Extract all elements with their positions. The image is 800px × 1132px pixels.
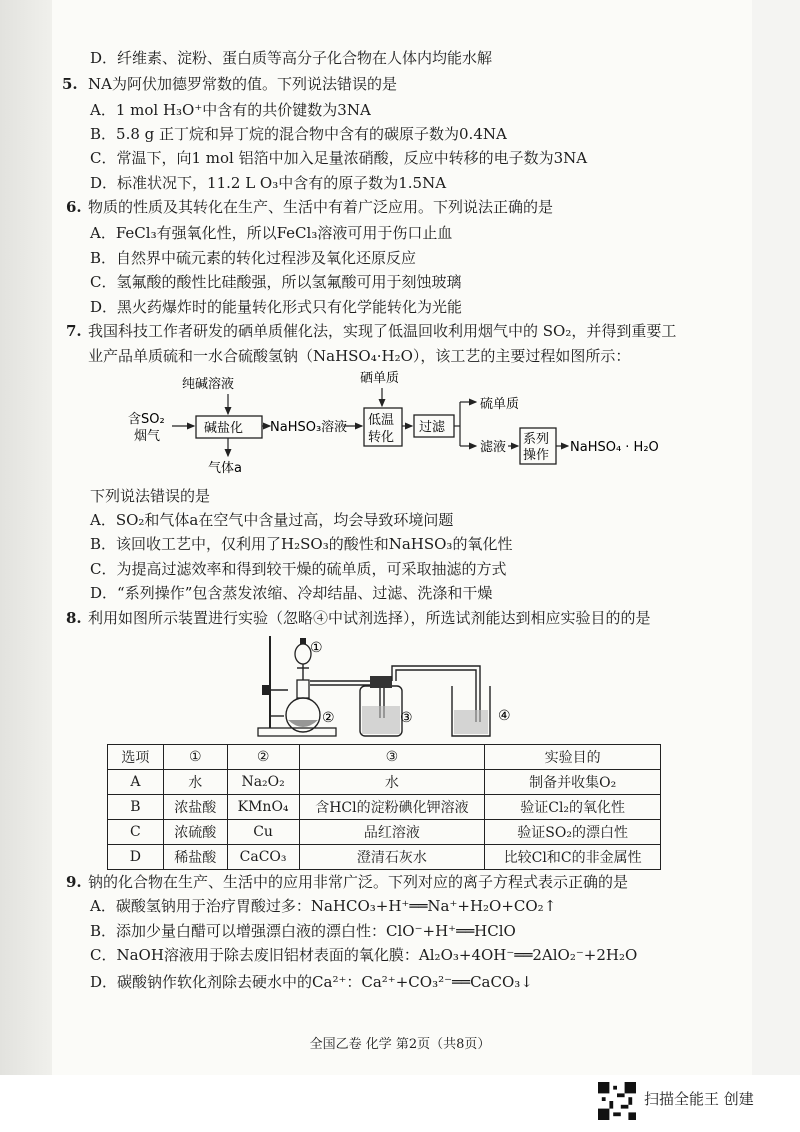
table-cell: 水 [299, 770, 485, 795]
q5-option-a: A．1 mol H₃O⁺中含有的共价键数为3NA [90, 101, 371, 119]
q5-option-c: C．常温下，向1 mol 铝箔中加入足量浓硝酸，反应中转移的电子数为3NA [90, 149, 588, 167]
table-cell: B [108, 795, 164, 820]
table-row [108, 820, 661, 845]
table-row [108, 845, 661, 870]
q7-stem-line1: 我国科技工作者研发的硒单质催化法，实现了低温回收利用烟气中的 SO₂，并得到重要工 [88, 322, 677, 340]
table-header: 选项 [108, 745, 164, 770]
stand-base [258, 728, 336, 736]
flow-reagent-soda: 纯碱溶液 [182, 377, 235, 392]
table-cell: KMnO₄ [227, 795, 299, 820]
q9-option-b: B．添加少量白醋可以增强漂白液的漂白性：ClO⁻+H⁺══HClO [90, 922, 516, 940]
table-header: ② [227, 745, 299, 770]
table-header: ③ [299, 745, 485, 770]
q6-option-b: B．自然界中硫元素的转化过程涉及氧化还原反应 [90, 249, 417, 267]
qr-code-icon [598, 1082, 636, 1120]
table-header: 实验目的 [485, 745, 661, 770]
label-2: ② [322, 710, 335, 726]
table-cell: D [108, 845, 164, 870]
q5-option-b: B．5.8 g 正丁烷和异丁烷的混合物中含有的碳原子数为0.4NA [90, 125, 507, 143]
table-cell: 验证Cl₂的氧化性 [485, 795, 661, 820]
q7-flow-diagram [120, 368, 680, 483]
q5-option-d: D．标准状况下，11.2 L O₃中含有的原子数为1.5NA [90, 174, 447, 192]
table-cell: 制备并收集O₂ [485, 770, 661, 795]
flow-step-series-2: 操作 [523, 448, 550, 463]
q5-number: 5. [62, 75, 78, 93]
q7-option-b: B．该回收工艺中，仅利用了H₂SO₃的酸性和NaHSO₃的氧化性 [90, 535, 513, 553]
table-header: ① [163, 745, 227, 770]
q6-option-a: A．FeCl₃有强氧化性，所以FeCl₃溶液可用于伤口止血 [90, 224, 453, 242]
table-cell: 稀盐酸 [163, 845, 227, 870]
q7-option-c: C．为提高过滤效率和得到较干燥的硫单质，可采取抽滤的方式 [90, 560, 507, 578]
flow-gas-a: 气体a [208, 461, 242, 476]
q6-number: 6. [66, 198, 82, 216]
table-row [108, 770, 661, 795]
table-cell: 浓盐酸 [163, 795, 227, 820]
q6-option-c: C．氢氟酸的酸性比硅酸强，所以氢氟酸可用于刻蚀玻璃 [90, 273, 462, 291]
page-footer: 全国乙卷 化学 第2页（共8页） [309, 1037, 491, 1052]
flow-step-alkalize: 碱盐化 [204, 421, 244, 436]
q9-option-c: C．NaOH溶液用于除去废旧铝材表面的氧化膜：Al₂O₃+4OH⁻══2AlO₂⁻+2H₂O [90, 946, 638, 964]
table-cell: 品红溶液 [299, 820, 485, 845]
label-3: ③ [400, 710, 413, 726]
table-cell: A [108, 770, 164, 795]
q7-stem-line2: 业产品单质硫和一水合硫酸氢钠（NaHSO₄·H₂O），该工艺的主要过程如图所示： [88, 347, 631, 365]
flow-step-lowtemp-1: 低温 [368, 413, 395, 428]
q9-option-d: D．碳酸钠作软化剂除去硬水中的Ca²⁺：Ca²⁺+CO₃²⁻══CaCO₃↓ [90, 973, 533, 991]
separatory-funnel [295, 644, 311, 664]
flow-selenium: 硒单质 [360, 371, 400, 386]
table-cell: C [108, 820, 164, 845]
q9-number: 9. [66, 873, 82, 891]
flow-input-fluegas: 烟气 [134, 429, 161, 444]
flow-step-filter: 过滤 [419, 420, 446, 435]
table-cell: 含HCl的淀粉碘化钾溶液 [299, 795, 485, 820]
table-header-row [108, 745, 661, 770]
table-cell: Cu [227, 820, 299, 845]
flow-product-nahso4: NaHSO₄ · H₂O [570, 440, 659, 455]
q4-option-d: D．纤维素、淀粉、蛋白质等高分子化合物在人体内均能水解 [90, 49, 493, 67]
scanner-watermark: 扫描全能王 创建 [644, 1090, 754, 1108]
label-4: ④ [498, 708, 511, 724]
flow-input-so2: 含SO₂ [128, 412, 165, 427]
q8-options-table [107, 744, 661, 870]
flow-sulfur: 硫单质 [480, 397, 520, 412]
table-cell: Na₂O₂ [227, 770, 299, 795]
flow-filtrate: 滤液 [480, 440, 507, 455]
q9-option-a: A．碳酸氢钠用于治疗胃酸过多：NaHCO₃+H⁺══Na⁺+H₂O+CO₂↑ [90, 897, 557, 915]
q8-apparatus [250, 630, 550, 742]
table-cell: 水 [163, 770, 227, 795]
table-cell: 比较Cl和C的非金属性 [485, 845, 661, 870]
table-cell: 澄清石灰水 [299, 845, 485, 870]
q6-stem: 物质的性质及其转化在生产、生活中有着广泛应用。下列说法正确的是 [88, 198, 554, 216]
q6-option-d: D．黑火药爆炸时的能量转化形式只有化学能转化为光能 [90, 298, 463, 316]
q7-option-d: D．“系列操作”包含蒸发浓缩、冷却结晶、过滤、洗涤和干燥 [90, 584, 493, 602]
label-1: ① [310, 640, 323, 656]
flow-step-series-1: 系列 [523, 432, 550, 447]
flow-step-lowtemp-2: 转化 [368, 430, 395, 445]
q7-ask: 下列说法错误的是 [90, 487, 211, 505]
q5-stem: NA为阿伏加德罗常数的值。下列说法错误的是 [88, 75, 397, 93]
q7-number: 7. [66, 322, 82, 340]
page-left-shadow [0, 0, 52, 1075]
table-cell: CaCO₃ [227, 845, 299, 870]
table-cell: 浓硫酸 [163, 820, 227, 845]
q8-stem: 利用如图所示装置进行实验（忽略④中试剂选择），所选试剂能达到相应实验目的的是 [88, 609, 651, 627]
q7-option-a: A．SO₂和气体a在空气中含量过高，均会导致环境问题 [90, 511, 454, 529]
flow-nahso3: NaHSO₃溶液 [270, 420, 348, 435]
q9-stem: 钠的化合物在生产、生活中的应用非常广泛。下列对应的离子方程式表示正确的是 [88, 873, 629, 891]
table-row [108, 795, 661, 820]
q8-number: 8. [66, 609, 82, 627]
table-cell: 验证SO₂的漂白性 [485, 820, 661, 845]
